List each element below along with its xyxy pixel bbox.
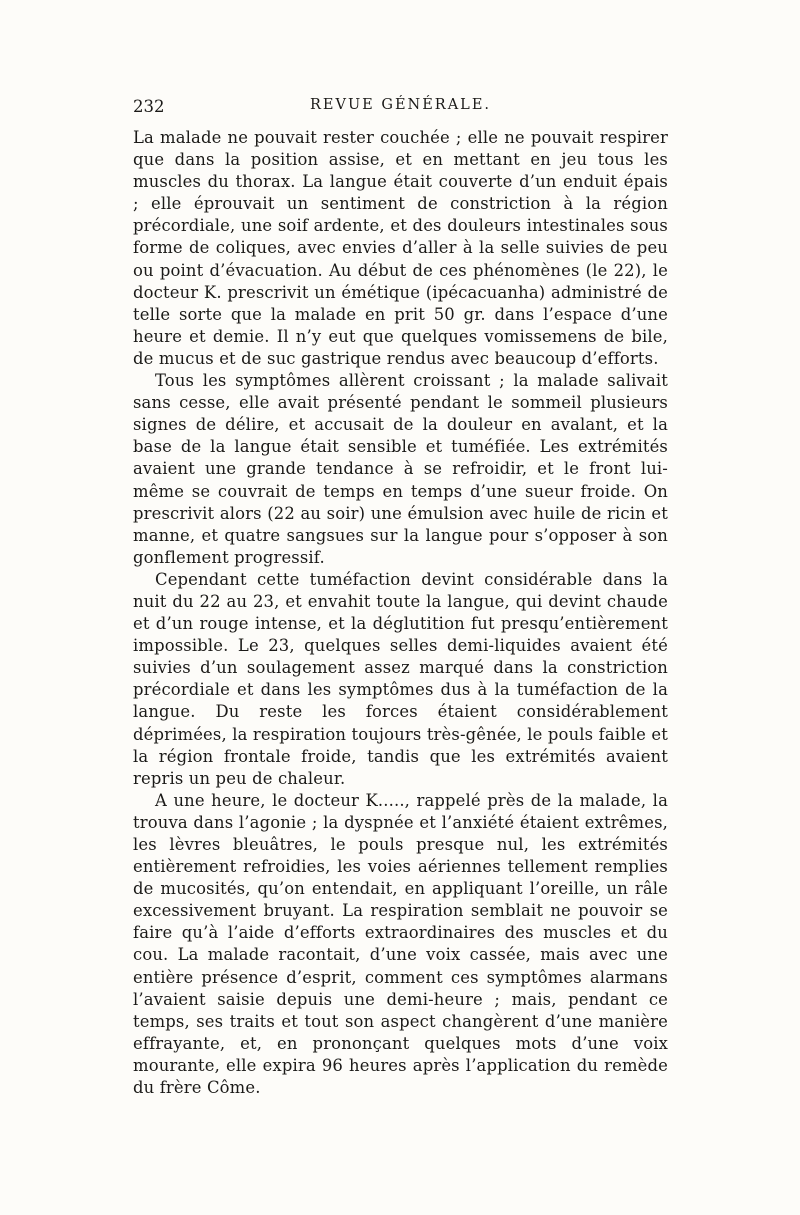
paragraph-1: La malade ne pouvait rester couchée ; elle ne pouvait respirer que dans la position assise, et en mettant en jeu tous les muscles du thorax. La langue était couverte d’un enduit épais ; elle éprouvait un sentiment de constriction à la région précordiale, une soif ardente, et des douleurs intestinales sous forme de coliques, avec envies d’aller à la selle suivies de peu ou point d’évacuation. Au début de ces phénomènes (le 22), le docteur K. prescrivit un émétique (ipécacuanha) administré de telle sorte que la malade en prit 50 gr. dans l’espace d’une heure et demie. Il n’y eut que quelques vomissemens de bile, de mucus et de suc gastrique rendus avec beaucoup d’efforts. <box>133 128 668 368</box>
page-number: 232 <box>133 97 165 116</box>
paragraph-2: Tous les symptômes allèrent croissant ; la malade salivait sans cesse, elle avait présenté pendant le sommeil plusieurs signes de délire, et accusait de la douleur en avalant, et la base de la langue était sensible et tuméfiée. Les extrémités avaient une grande tendance à se refroidir, et le front lui-même se couvrait de temps en temps d’une sueur froide. On prescrivit alors (22 au soir) une émulsion avec huile de ricin et manne, et quatre sangsues sur la langue pour s’opposer à son gonflement progressif. <box>133 371 668 567</box>
body-text <box>133 127 668 1099</box>
running-header <box>133 97 668 127</box>
paragraph-4: A une heure, le docteur K....., rappelé près de la malade, la trouva dans l’agonie ; la dyspnée et l’anxiété étaient extrêmes, les lèvres bleuâtres, le pouls presque nul, les extrémités entièrement refroidies, les voies aériennes tellement remplies de mucosités, qu’on entendait, en appliquant l’oreille, un râle excessivement bruyant. La respiration semblait ne pouvoir se faire qu’à l’aide d’efforts extraordinaires des muscles et du cou. La malade racontait, d’une voix cassée, mais avec une entière présence d’esprit, comment ces symptômes alarmans l’avaient saisie depuis une demi-heure ; mais, pendant ce temps, ses traits et tout son aspect changèrent d’une manière effrayante, et, en prononçant quelques mots d’une voix mourante, elle expira 96 heures après l’application du remède du frère Côme. <box>133 790 668 1098</box>
paragraph-3: Cependant cette tuméfaction devint considérable dans la nuit du 22 au 23, et envahit toute la langue, qui devint chaude et d’un rouge intense, et la déglutition fut presqu’entièrement impossible. Le 23, quelques selles demi-liquides avaient été suivies d’un soulagement assez marqué dans la constriction précordiale et dans les symptômes dus à la tuméfaction de la langue. Du reste les forces étaient considérablement déprimées, la respiration toujours très-gênée, le pouls faible et la région frontale froide, tandis que les extrémités avaient repris un peu de chaleur. <box>133 569 668 788</box>
running-title: REVUE GÉNÉRALE. <box>309 97 492 113</box>
book-page <box>133 97 668 1099</box>
